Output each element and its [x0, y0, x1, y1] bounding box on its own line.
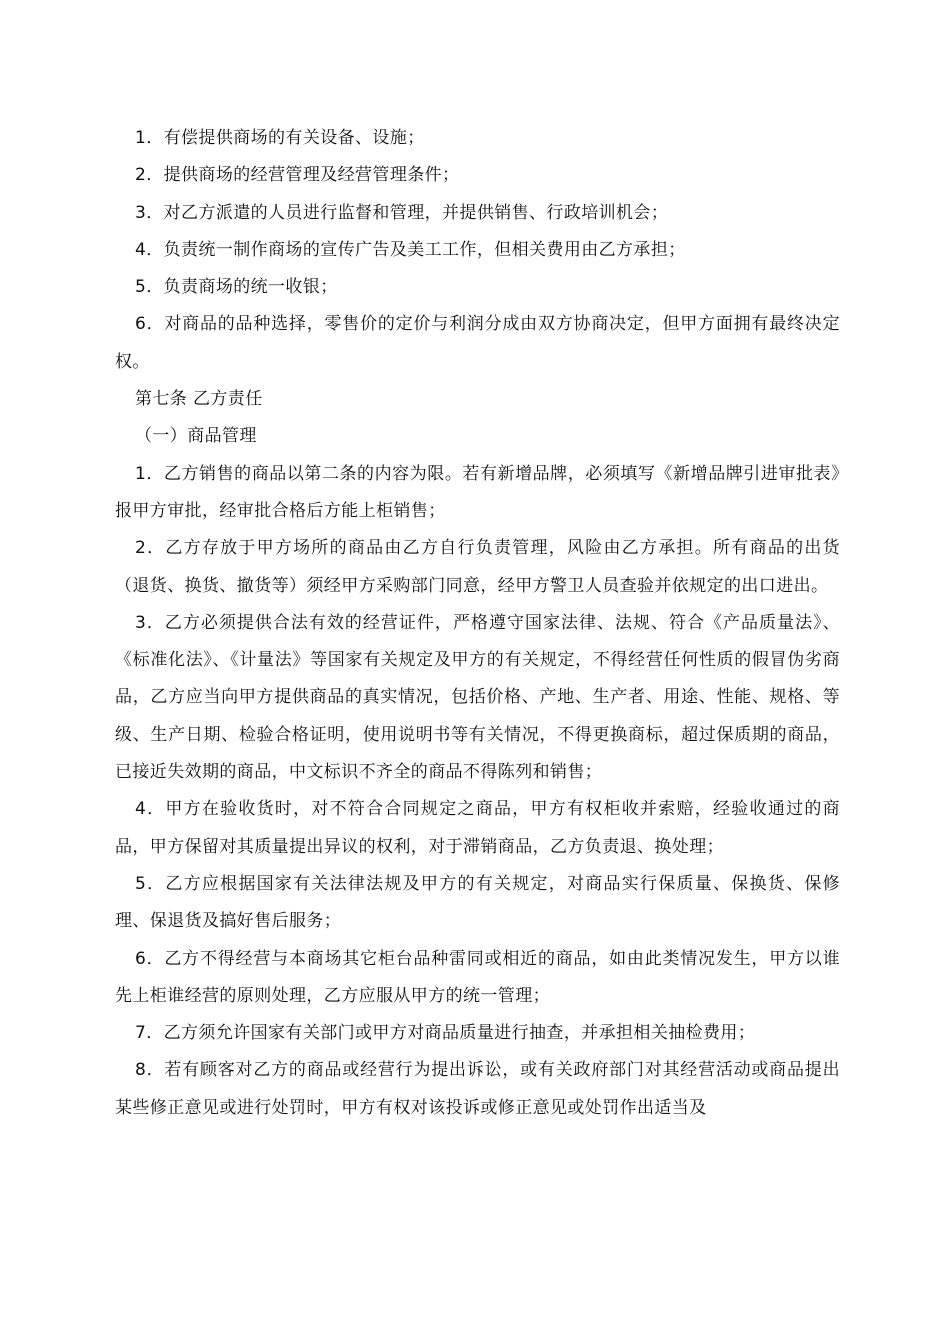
clause-b-8: 8．若有顾客对乙方的商品或经营行为提出诉讼，或有关政府部门对其经营活动或商品提出某些修正意见或进行处罚时，甲方有权对该投诉或修正意见或处罚作出适当及	[115, 1060, 840, 1118]
clause-b-6: 6．乙方不得经营与本商场其它柜台品种雷同或相近的商品，如由此类情况发生，甲方以谁先上柜谁经营的原则处理，乙方应服从甲方的统一管理；	[115, 948, 840, 1006]
clause-a-5: 5．负责商场的统一收银；	[135, 277, 338, 298]
clause-b-7: 7．乙方须允许国家有关部门或甲方对商品质量进行抽查，并承担相关抽检费用；	[135, 1023, 756, 1044]
clause-b-2: 2．乙方存放于甲方场所的商品由乙方自行负责管理，风险由乙方承担。所有商品的出货（退货、换货、撤货等）须经甲方采购部门同意，经甲方警卫人员查验并依规定的出口进出。	[115, 538, 840, 596]
clause-b-1: 1．乙方销售的商品以第二条的内容为限。若有新增品牌，必须填写《新增品牌引进审批表》报甲方审批，经审批合格后方能上柜销售；	[115, 463, 840, 521]
clause-a-3: 3．对乙方派遣的人员进行监督和管理，并提供销售、行政培训机会；	[135, 202, 669, 223]
clause-a-1: 1．有偿提供商场的有关设备、设施；	[135, 128, 425, 148]
clause-b-4: 4．甲方在验收货时，对不符合合同规定之商品，甲方有权柜收并索赔，经验收通过的商品，甲方保留对其质量提出异议的权利，对于滞销商品，乙方负责退、换处理；	[115, 799, 840, 857]
clause-a-2: 2．提供商场的经营管理及经营管理条件；	[135, 165, 460, 186]
article-heading: 第七条 乙方责任	[135, 389, 263, 410]
document-body	[115, 120, 840, 1127]
clause-a-4: 4．负责统一制作商场的宣传广告及美工工作，但相关费用由乙方承担；	[135, 239, 686, 260]
section-heading: （一）商品管理	[135, 426, 257, 447]
clause-b-3: 3．乙方必须提供合法有效的经营证件，严格遵守国家法律、法规、符合《产品质量法》、《标准化法》、《计量法》等国家有关规定及甲方的有关规定，不得经营任何性质的假冒伪劣商品，乙方应当向甲方提供商品的真实情况，包括价格、产地、生产者、用途、性能、规格、等级、生产日期、检验合格证明，使用说明书等有关情况，不得更换商标，超过保质期的商品，已接近失效期的商品，中文标识不齐全的商品不得陈列和销售；	[115, 612, 840, 783]
clause-a-6: 6．对商品的品种选择，零售价的定价与利润分成由双方协商决定，但甲方面拥有最终决定权。	[115, 314, 840, 372]
clause-b-5: 5．乙方应根据国家有关法律法规及甲方的有关规定，对商品实行保质量、保换货、保修理、保退货及搞好售后服务；	[115, 873, 840, 932]
